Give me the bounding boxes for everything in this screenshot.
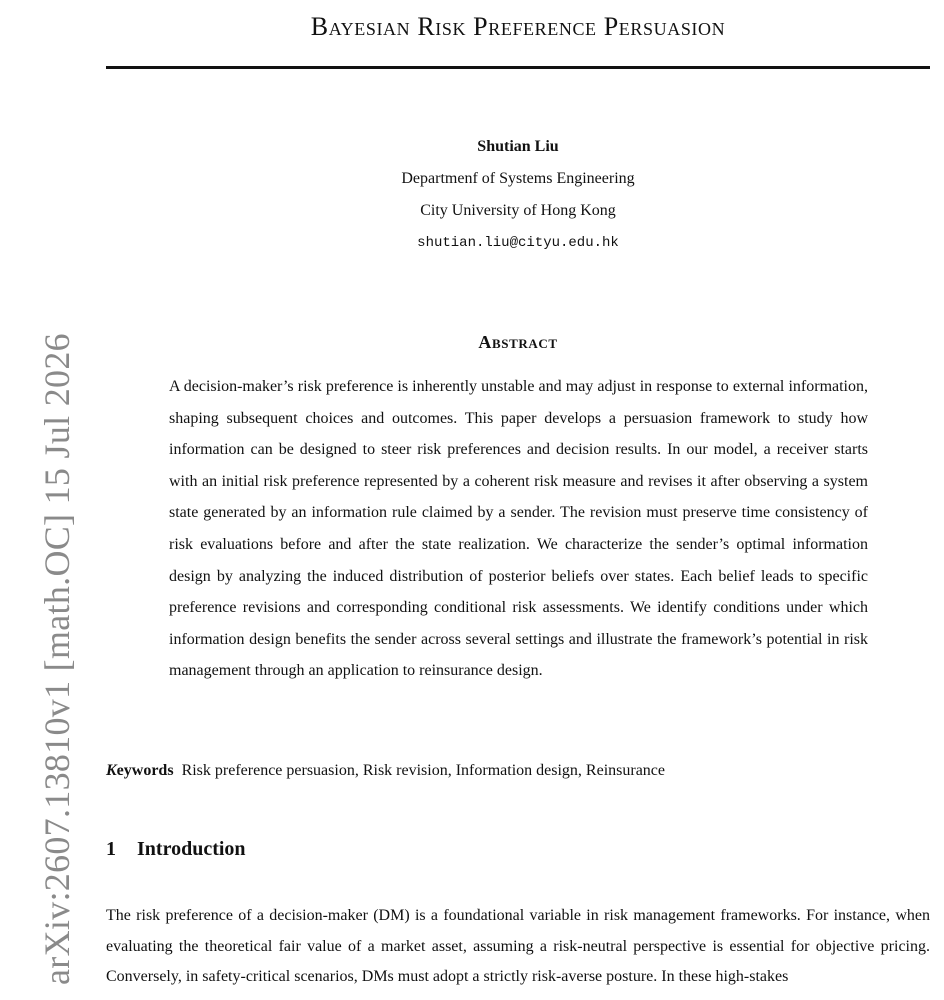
abstract-text: A decision-maker’s risk preference is inherently unstable and may adjust in response to external information, shaping subsequent choices and outcomes. This paper develops a persuasion framework to study how information can be designed to steer risk preferences and decision results. In our model, a receiver starts with an initial risk preference represented by a coherent risk measure and revises it after observing a system state generated by an information rule claimed by a sender. The revision must preserve time consistency of risk evaluations before and after the state realization. We characterize the sender’s optimal information design by analyzing the induced distribution of posterior beliefs over states. Each belief leads to specific preference revisions and corresponding conditional risk assessments. We identify conditions under which information design benefits the sender across several settings and illustrate the framework’s potential in risk management through an application to reinsurance design. [169,378,868,680]
title-rule [106,66,930,69]
keywords-label [106,762,174,779]
section-heading [106,838,246,861]
keywords-label-rest: eywords [116,762,174,779]
paper-title: Bayesian Risk Preference Persuasion [310,12,726,41]
keywords-list: Risk preference persuasion, Risk revision, Information design, Reinsurance [181,762,665,779]
author-department: Departmenf of Systems Engineering [401,170,635,187]
abstract-heading: Abstract [478,332,558,352]
arxiv-identifier: arXiv:2607.13810v1 [math.OC] 15 Jul 2026 [37,333,77,985]
keywords-label-initial: K [106,762,117,779]
keywords-line [106,757,930,785]
arxiv-watermark [0,0,77,1000]
author-name: Shutian Liu [477,138,559,155]
author-institution: City University of Hong Kong [420,202,616,219]
author-email: shutian.liu@cityu.edu.hk [417,235,619,251]
author-block [106,131,930,259]
section-number: 1 [106,838,116,860]
introduction-text: The risk preference of a decision-maker (DM) is a foundational variable in risk management frameworks. For instance, when evaluating the theoretical fair value of a market asset, assuming a risk-neutral perspective is essential for objective pricing. Conversely, in safety-critical scenarios, DMs must adopt a strictly risk-averse posture. In these high-stakes [106,907,930,985]
section-title: Introduction [137,838,246,860]
